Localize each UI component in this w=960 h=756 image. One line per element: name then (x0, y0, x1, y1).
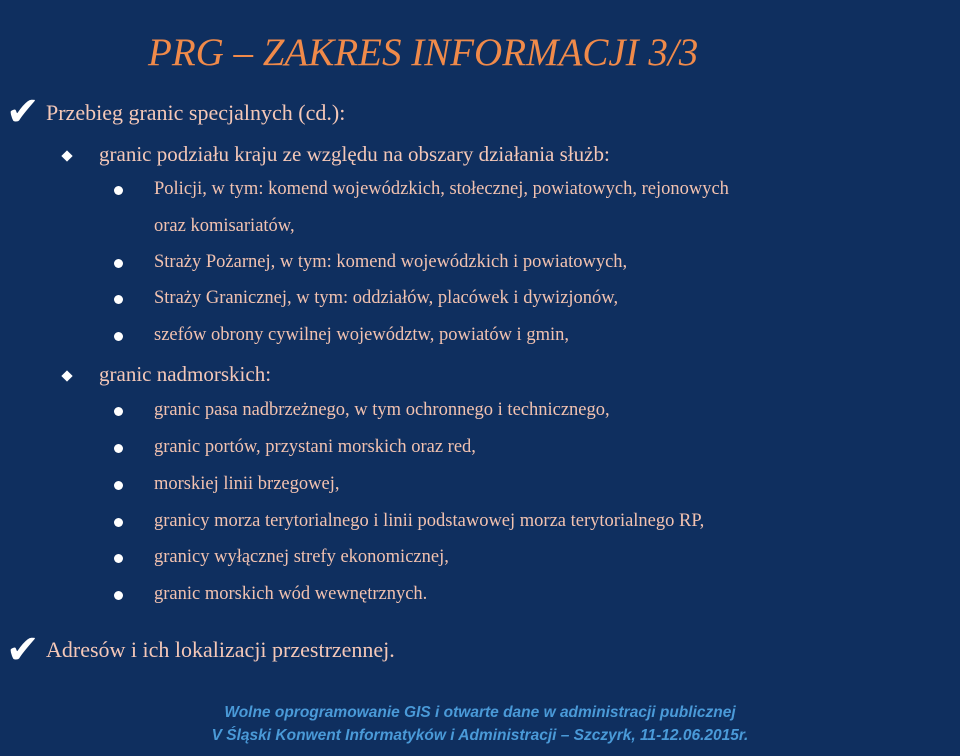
bullet-item: granic morskich wód wewnętrznych. (154, 584, 428, 604)
checkmark-icon: ✔ (6, 89, 40, 135)
section-heading: Adresów i ich lokalizacji przestrzennej. (46, 637, 395, 662)
subsection-heading: granic nadmorskich: (99, 362, 272, 386)
dot-bullet-icon (114, 444, 123, 453)
bullet-item: Straży Pożarnej, w tym: komend wojewódzkich i powiatowych, (154, 252, 628, 272)
dot-bullet-icon (114, 518, 123, 527)
bullet-item: Policji, w tym: komend wojewódzkich, stołecznej, powiatowych, rejonowych (154, 179, 729, 199)
dot-bullet-icon (114, 295, 123, 304)
bullet-item-continuation: oraz komisariatów, (154, 216, 295, 236)
dot-bullet-icon (114, 259, 123, 268)
bullet-item: granic pasa nadbrzeżnego, w tym ochronnego i technicznego, (154, 400, 610, 420)
subsection-heading: granic podziału kraju ze względu na obszary działania służb: (99, 142, 610, 166)
diamond-bullet-icon (61, 370, 72, 381)
dot-bullet-icon (114, 332, 123, 341)
bullet-item: granicy morza terytorialnego i linii podstawowej morza terytorialnego RP, (154, 511, 705, 531)
dot-bullet-icon (114, 481, 123, 490)
bullet-item: granic portów, przystani morskich oraz red, (154, 437, 476, 457)
dot-bullet-icon (114, 554, 123, 563)
dot-bullet-icon (114, 186, 123, 195)
bullet-item: morskiej linii brzegowej, (154, 474, 340, 494)
section-heading: Przebieg granic specjalnych (cd.): (46, 100, 346, 125)
footer-line-1: Wolne oprogramowanie GIS i otwarte dane w administracji publicznej (224, 704, 736, 721)
slide-title: PRG – ZAKRES INFORMACJI 3/3 (148, 31, 699, 74)
bullet-item: granicy wyłącznej strefy ekonomicznej, (154, 547, 449, 567)
dot-bullet-icon (114, 591, 123, 600)
bullet-item: Straży Granicznej, w tym: oddziałów, placówek i dywizjonów, (154, 288, 619, 308)
dot-bullet-icon (114, 407, 123, 416)
bullet-item: szefów obrony cywilnej województw, powiatów i gmin, (154, 325, 569, 345)
checkmark-icon: ✔ (6, 627, 40, 673)
footer-line-2: V Śląski Konwent Informatyków i Administracji – Szczyrk, 11-12.06.2015r. (211, 727, 749, 744)
diamond-bullet-icon (61, 150, 72, 161)
